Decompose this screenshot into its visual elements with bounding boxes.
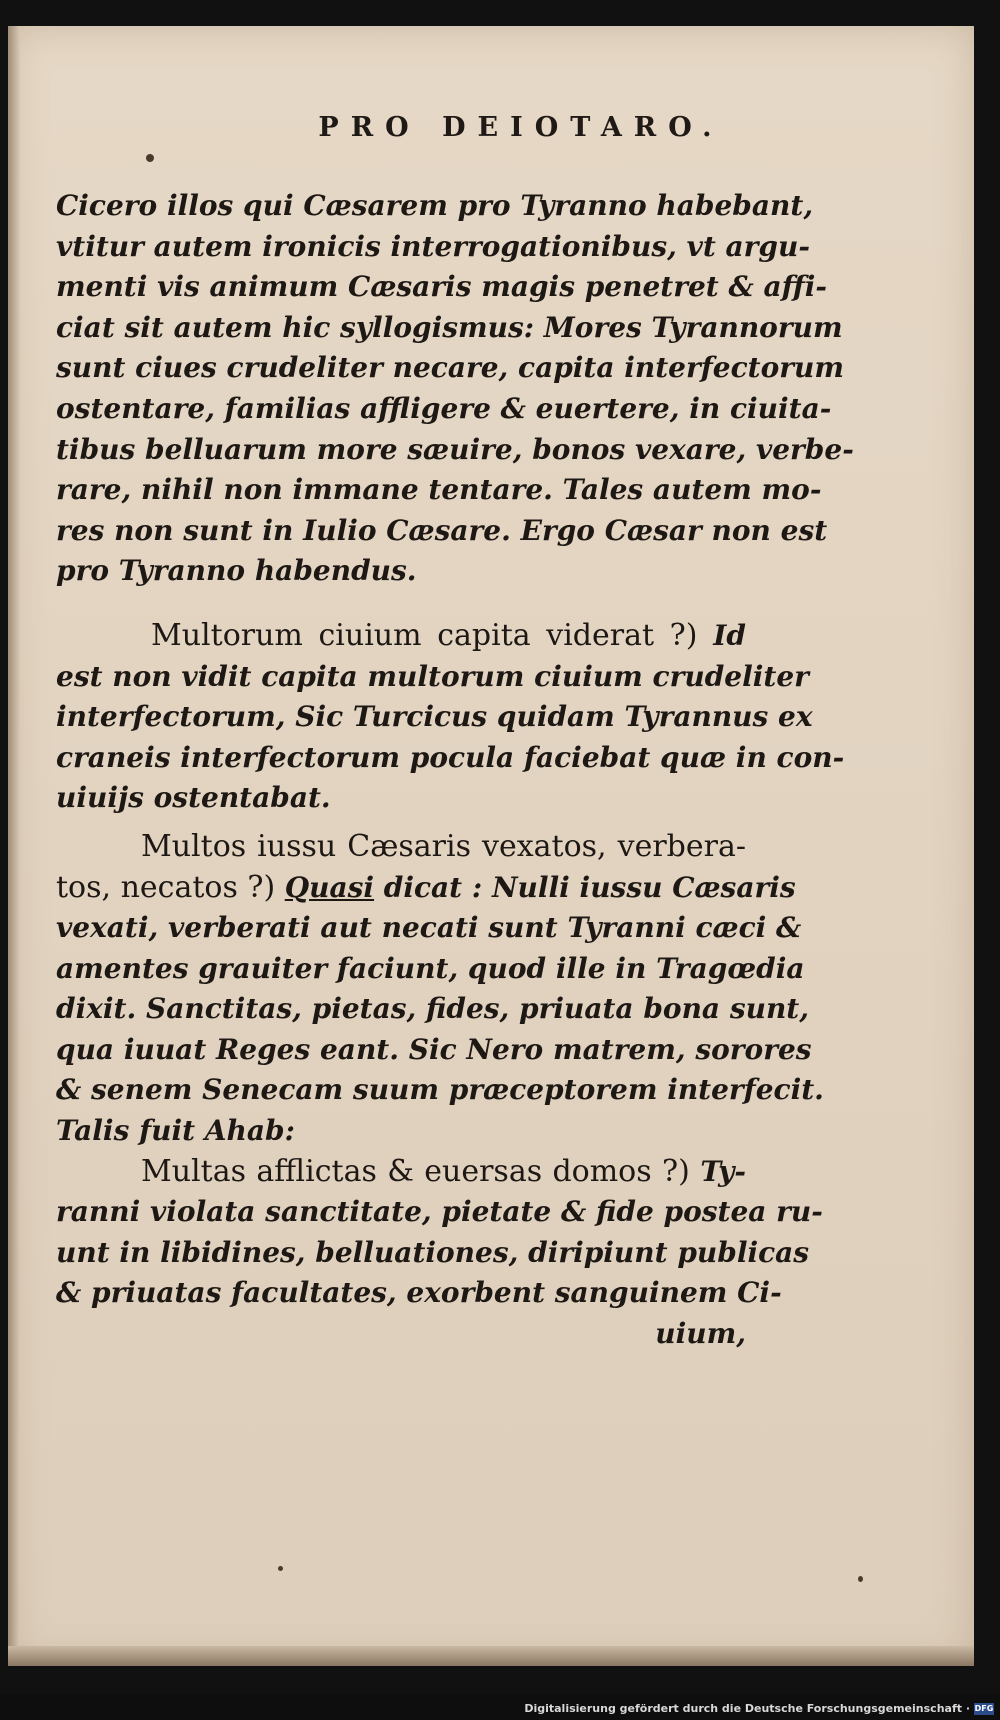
text-line: unt in libidines, belluationes, diripiunt publicas (56, 1235, 810, 1269)
page-gutter-shadow (8, 26, 20, 1666)
lemma-line (56, 1152, 746, 1193)
text-line: rare, nihil non immane tentare. Tales autem mo- (56, 473, 822, 507)
underlined-word: Quasi (284, 870, 375, 904)
text-line: dixit. Sanctitas, pietas, fides, priuata bona sunt, (56, 992, 809, 1026)
text-block (56, 186, 854, 1355)
text-line: qua iuuat Reges eant. Sic Nero matrem, sorores (56, 1032, 812, 1066)
text-line: tibus belluarum more sæuire, bonos vexare, verbe- (56, 432, 854, 466)
commentary-text: Id (697, 618, 746, 652)
lemma-line (56, 868, 796, 909)
text-line: sunt ciues crudeliter necare, capita interfectorum (56, 351, 845, 385)
commentary-text: dicat : Nulli iussu Cæsaris (374, 870, 796, 904)
footer-bar (0, 1694, 1000, 1720)
text-line: ostentare, familias affligere & euertere, in ciuita- (56, 391, 832, 425)
page-bottom-edge (8, 1646, 974, 1666)
text-line: interfectorum, Sic Turcicus quidam Tyrannus ex (56, 700, 813, 734)
lemma: Multos iussu Cæsaris vexatos, verbera- (141, 828, 746, 864)
text-line: amentes grauiter faciunt, quod ille in Tragœdia (56, 951, 805, 985)
digitization-credit: Digitalisierung gefördert durch die Deutsche Forschungsgemeinschaft · (524, 1702, 970, 1715)
dfg-logo-icon: DFG (974, 1704, 994, 1713)
text-line: Cicero illos qui Cæsarem pro Tyranno habebant, (56, 189, 814, 222)
ink-speck (146, 154, 154, 162)
catchword: uium, (655, 1317, 746, 1351)
text-line: est non vidit capita multorum ciuium crudeliter (56, 659, 809, 693)
text-line: vexati, verberati aut necati sunt Tyranni cæci & (56, 911, 802, 945)
text-line: vtitur autem ironicis interrogationibus, vt argu- (56, 229, 810, 263)
text-line: pro Tyranno habendus. (56, 554, 417, 588)
text-line: ranni violata sanctitate, pietate & fide postea ru- (56, 1195, 823, 1229)
text-line: craneis interfectorum pocula faciebat quæ in con- (56, 740, 845, 774)
commentary-text: Ty- (689, 1154, 746, 1188)
text-line: ciat sit autem hic syllogismus: Mores Tyrannorum (56, 310, 843, 344)
lemma-line (56, 616, 746, 657)
text-line: res non sunt in Iulio Cæsare. Ergo Cæsar non est (56, 513, 828, 547)
ink-speck (858, 1576, 863, 1582)
running-head: PRO DEIOTARO. (318, 112, 724, 143)
book-page (8, 26, 974, 1666)
text-line: & priuatas facultates, exorbent sanguinem Ci- (56, 1276, 782, 1310)
text-line: uiuijs ostentabat. (56, 781, 331, 815)
text-line: menti vis animum Cæsaris magis penetret & affi- (56, 270, 828, 304)
lemma: Multas afflictas & euersas domos ?) (141, 1153, 690, 1189)
lemma: tos, necatos ?) (56, 869, 276, 905)
lemma: Multorum ciuium capita viderat ?) (151, 617, 698, 653)
text-line: & senem Senecam suum præceptorem interfecit. (56, 1073, 824, 1107)
text-line: Talis fuit Ahab: (56, 1114, 295, 1148)
ink-speck (278, 1566, 283, 1571)
